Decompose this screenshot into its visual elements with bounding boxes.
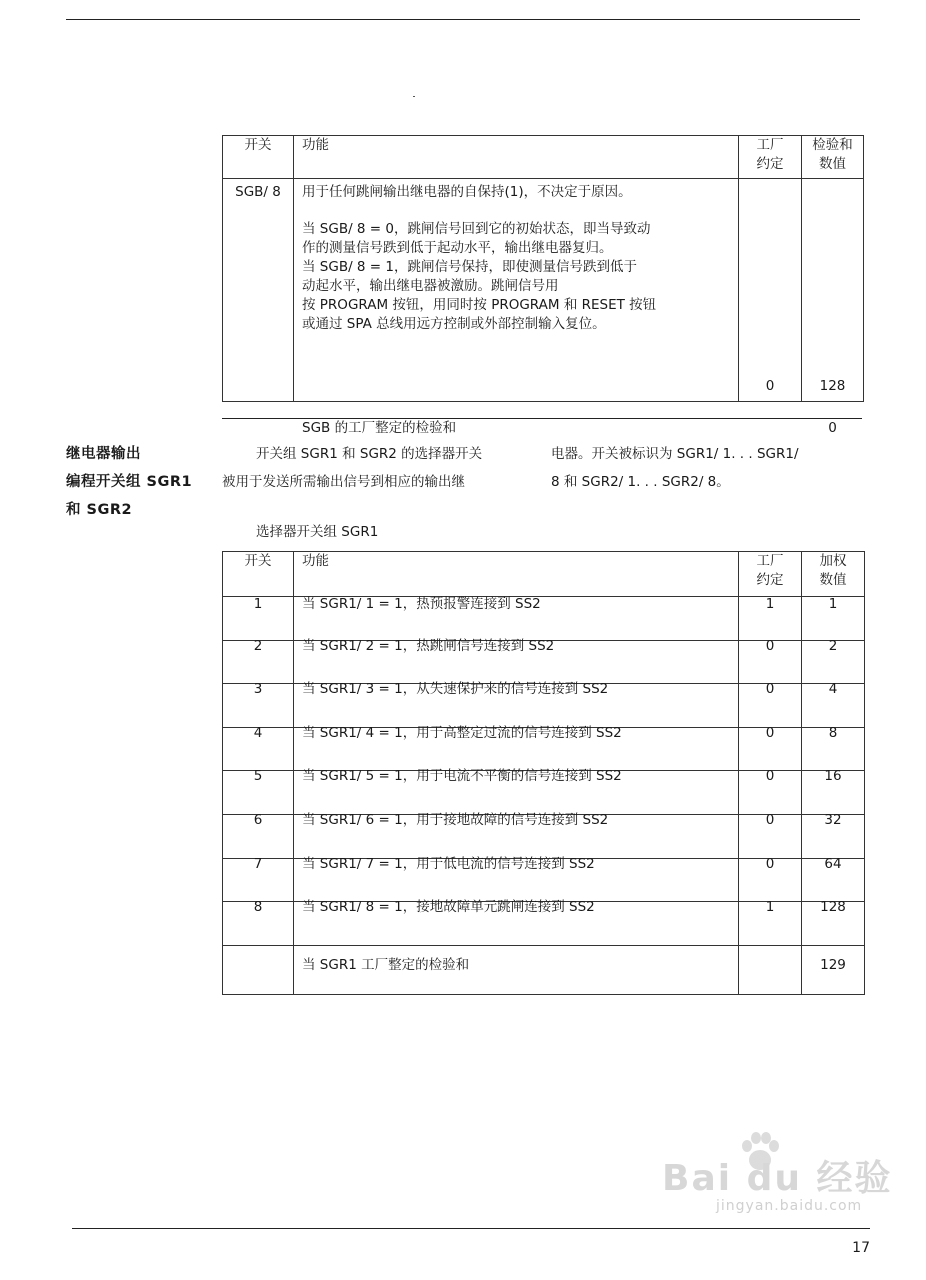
checksum-total: 129 (802, 945, 865, 994)
weight-cell (802, 637, 865, 684)
weight-cell (802, 855, 865, 902)
weight-cell-text: 64 (824, 855, 842, 872)
checksum-row (223, 945, 865, 994)
weight-cell-text: 16 (824, 768, 842, 785)
intro-line: 被用于发送所需输出信号到相应的输出继 (222, 474, 465, 490)
weight-cell-text: 32 (824, 811, 842, 828)
factory-cell (739, 597, 802, 641)
function-cell (294, 681, 739, 728)
function-cell (294, 855, 739, 902)
switch-cell-text: 5 (253, 768, 263, 785)
switch-cell-text: 4 (253, 724, 263, 741)
switch-cell (223, 597, 294, 641)
section-title-line: 和 SGR2 (66, 502, 133, 518)
switch-cell-text: 2 (253, 637, 263, 654)
table-row (223, 902, 865, 946)
function-cell (294, 637, 739, 684)
factory-cell-text: 1 (765, 596, 775, 612)
weight-cell-text: 4 (828, 681, 838, 698)
factory-cell-text: 0 (765, 637, 775, 654)
description-line: 按 PROGRAM 按钮，用同时按 PROGRAM 和 RESET 按钮 (302, 297, 657, 313)
switch-cell (223, 811, 294, 858)
function-cell-text: 当 SGR1/ 7 = 1，用于低电流的信号连接到 SS2 (302, 855, 595, 872)
section-rule (222, 418, 862, 419)
watermark-url: jingyan.baidu.com (716, 1198, 863, 1214)
factory-cell-text: 0 (765, 681, 775, 698)
factory-cell-text: 0 (765, 855, 775, 872)
switch-cell (223, 899, 294, 946)
function-cell-text: 当 SGR1/ 5 = 1，用于电流不平衡的信号连接到 SS2 (302, 768, 622, 785)
header-value (802, 136, 864, 179)
checksum-label: SGB 的工厂整定的检验和 (302, 420, 457, 436)
header-factory-line2: 约定 (756, 572, 784, 588)
weight-cell (802, 681, 865, 728)
description-line: 当 SGB/ 8 = 0，跳闸信号回到它的初始状态，即当导致动 (302, 221, 651, 237)
header-function: 功能 (294, 136, 739, 179)
header-factory-line1: 工厂 (756, 137, 784, 153)
factory-cell (739, 945, 802, 994)
header-switch: 开关 (223, 136, 294, 179)
intro-line: 开关组 SGR1 和 SGR2 的选择器开关 (256, 446, 483, 462)
switch-cell (223, 768, 294, 815)
weight-cell-text: 8 (828, 724, 838, 741)
intro-line: 电器。开关被标识为 SGR1/ 1. . . SGR1/ (551, 446, 799, 462)
weight-cell (802, 899, 865, 946)
function-cell (294, 724, 739, 771)
section-title (66, 440, 192, 524)
factory-cell-text: 0 (765, 811, 775, 828)
switch-cell (223, 945, 294, 994)
factory-cell (739, 899, 802, 946)
factory-cell (739, 768, 802, 815)
switch-cell (223, 724, 294, 771)
table-row (223, 727, 865, 771)
weight-cell (802, 811, 865, 858)
header-factory (739, 136, 802, 179)
header-value-line2: 数值 (819, 572, 847, 588)
factory-cell-text: 1 (765, 899, 775, 916)
factory-cell (739, 681, 802, 728)
function-cell (294, 768, 739, 815)
sgr1-table (222, 551, 865, 995)
header-value (802, 552, 865, 597)
switch-cell-text: 7 (253, 855, 263, 872)
factory-cell (739, 724, 802, 771)
sgb-table (222, 135, 864, 436)
table-header-row (223, 552, 865, 597)
checksum-total: 0 (828, 420, 837, 436)
section-title-line: 继电器输出 (66, 446, 141, 462)
watermark-brand: Bai du 经验 (662, 1158, 893, 1199)
switch-cell (223, 681, 294, 728)
intro-column-2 (551, 440, 799, 496)
table-row (223, 179, 864, 402)
switch-cell-text: 1 (253, 596, 263, 612)
switch-cell: SGB/ 8 (223, 179, 294, 402)
header-factory (739, 552, 802, 597)
footer-rule (72, 1228, 870, 1229)
factory-cell (739, 179, 802, 402)
value-cell (802, 179, 864, 436)
header-function: 功能 (294, 552, 739, 597)
description-line: 用于任何跳闸输出继电器的自保持(1)，不决定于原因。 (302, 184, 632, 200)
function-cell (294, 179, 739, 436)
function-cell (294, 811, 739, 858)
header-rule (66, 19, 860, 20)
factory-cell-text: 0 (765, 724, 775, 741)
table-row (223, 858, 865, 902)
function-cell-text: 当 SGR1/ 8 = 1，接地故障单元跳闸连接到 SS2 (302, 899, 595, 916)
table-row (223, 640, 865, 684)
table-row (223, 771, 865, 815)
checksum-label: 当 SGR1 工厂整定的检验和 (294, 945, 739, 994)
scan-speck (413, 96, 415, 97)
factory-cell (739, 811, 802, 858)
function-cell-text: 当 SGR1/ 2 = 1，热跳闸信号连接到 SS2 (302, 637, 555, 654)
factory-value: 0 (765, 378, 775, 394)
header-switch: 开关 (223, 552, 294, 597)
factory-cell (739, 637, 802, 684)
table-row (223, 684, 865, 728)
switch-cell-text: 6 (253, 811, 263, 828)
group-caption: 选择器开关组 SGR1 (256, 524, 379, 540)
weight-cell (802, 724, 865, 771)
header-value-line1: 加权 (819, 553, 847, 569)
weight-cell-text: 1 (828, 596, 838, 612)
table-header-row (223, 136, 864, 179)
table-row (223, 814, 865, 858)
weight-cell (802, 597, 865, 641)
description-line: 当 SGB/ 8 = 1，跳闸信号保持，即使测量信号跌到低于 (302, 259, 637, 275)
header-value-line2: 数值 (819, 156, 846, 172)
description-line: 作的测量信号跌到低于起动水平，输出继电器复归。 (302, 240, 613, 256)
function-cell-text: 当 SGR1/ 3 = 1，从失速保护来的信号连接到 SS2 (302, 681, 609, 698)
factory-cell-text: 0 (765, 768, 775, 785)
switch-cell-text: 8 (253, 899, 263, 916)
checksum-value-128: 128 (819, 378, 846, 394)
description-line: 或通过 SPA 总线用远方控制或外部控制输入复位。 (302, 316, 606, 332)
switch-cell (223, 637, 294, 684)
page-number: 17 (852, 1240, 870, 1256)
intro-line: 8 和 SGR2/ 1. . . SGR2/ 8。 (551, 474, 730, 490)
section-title-line: 编程开关组 SGR1 (66, 474, 193, 490)
function-cell-text: 当 SGR1/ 4 = 1，用于高整定过流的信号连接到 SS2 (302, 724, 622, 741)
weight-cell-text: 128 (820, 899, 846, 916)
switch-cell (223, 855, 294, 902)
switch-cell-text: 3 (253, 681, 263, 698)
function-cell-text: 当 SGR1/ 6 = 1，用于接地故障的信号连接到 SS2 (302, 811, 609, 828)
intro-column-1 (222, 440, 482, 496)
weight-cell (802, 768, 865, 815)
function-cell (294, 597, 739, 641)
header-value-line1: 检验和 (812, 137, 853, 153)
function-cell (294, 899, 739, 946)
header-factory-line2: 约定 (756, 156, 784, 172)
description-line: 动起水平，输出继电器被激励。跳闸信号用 (302, 278, 559, 294)
function-cell-text: 当 SGR1/ 1 = 1，热预报警连接到 SS2 (302, 596, 541, 612)
table-row (223, 597, 865, 641)
header-factory-line1: 工厂 (756, 553, 784, 569)
weight-cell-text: 2 (828, 637, 838, 654)
factory-cell (739, 855, 802, 902)
